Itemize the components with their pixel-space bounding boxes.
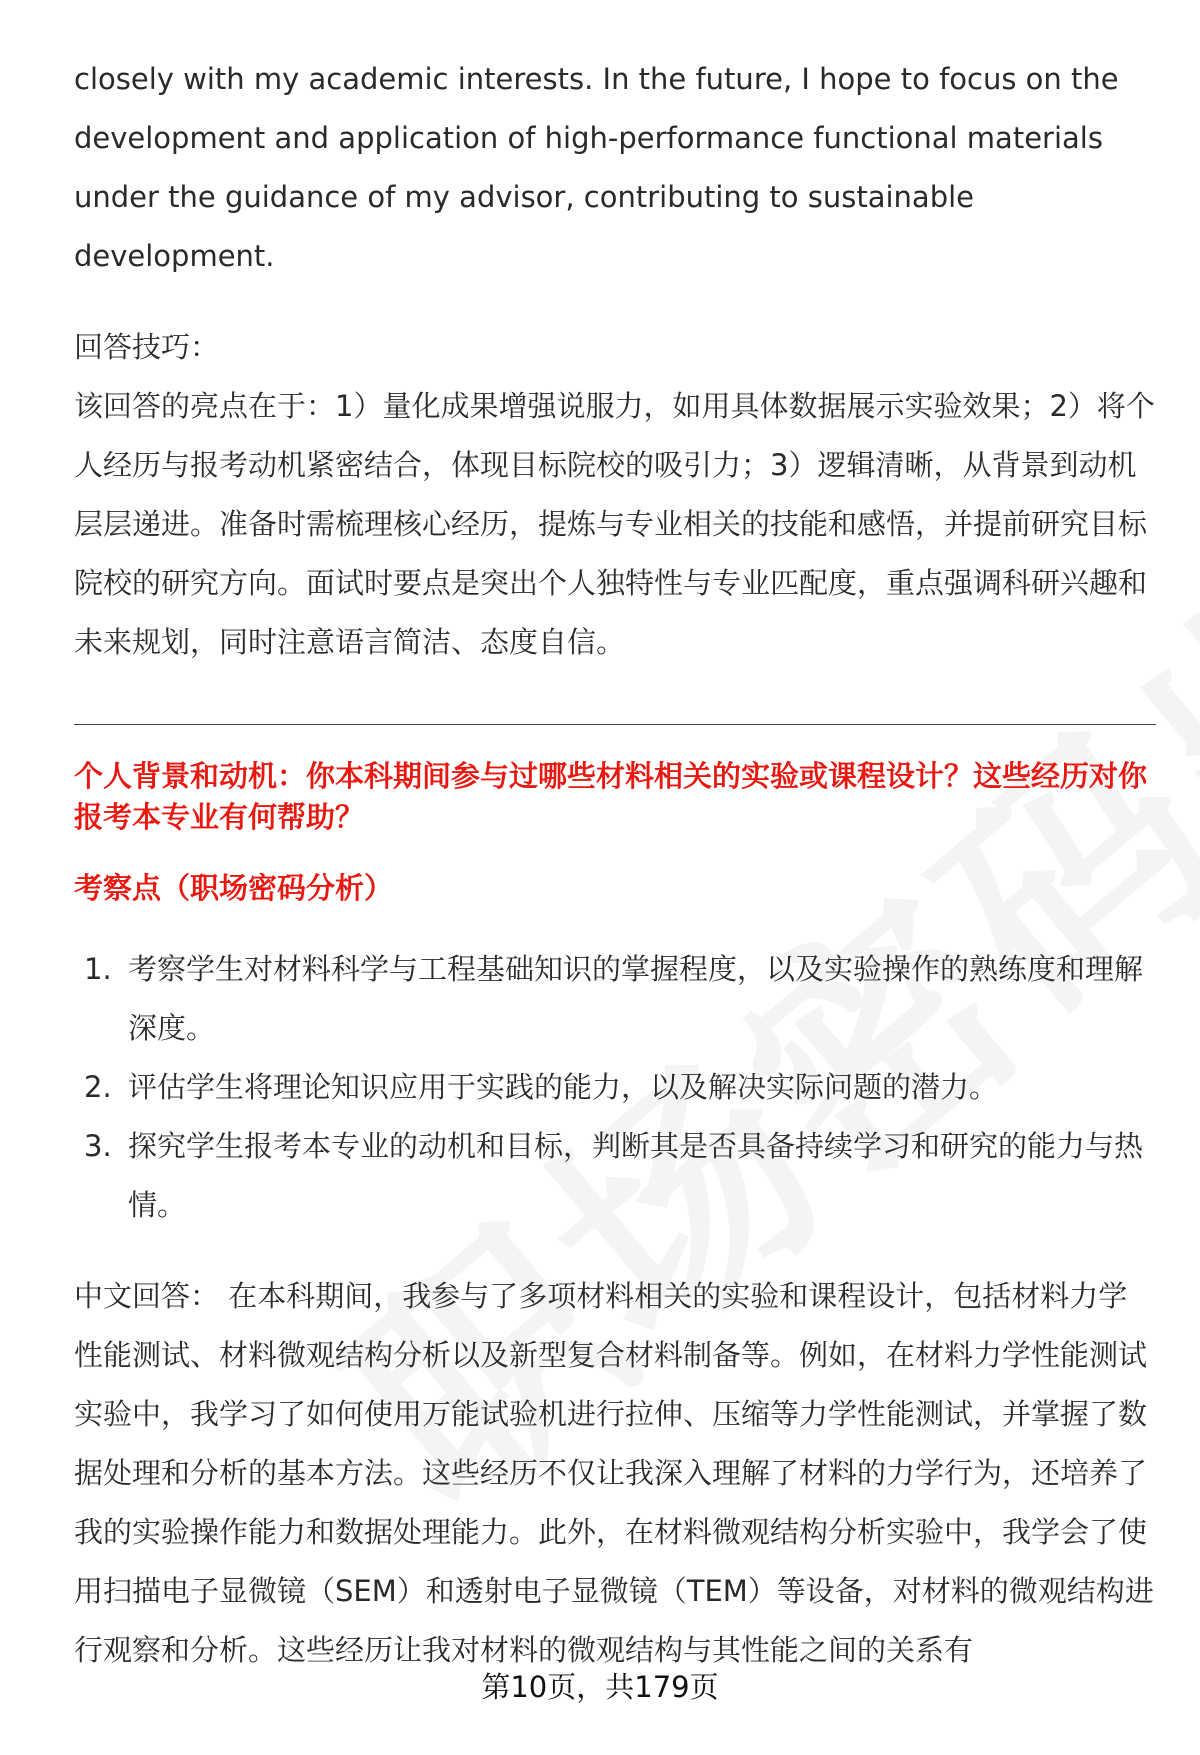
list-item-number: 3.	[84, 1129, 112, 1163]
intro-paragraph: closely with my academic interests. In the future, I hope to focus on the development and application of high-performance functional materials under the guidance of my advisor, contributing to sustainable development.	[74, 62, 1119, 273]
points-heading: 考察点（职场密码分析）	[74, 871, 394, 905]
answer-paragraph	[74, 1267, 1156, 1680]
list-item	[74, 1058, 1156, 1117]
list-item-text: 探究学生报考本专业的动机和目标，判断其是否具备持续学习和研究的能力与热情。	[128, 1129, 1144, 1222]
tips-body: 该回答的亮点在于：1）量化成果增强说服力，如用具体数据展示实验效果；2）将个人经历与报考动机紧密结合，体现目标院校的吸引力；3）逻辑清晰，从背景到动机层层递进。准备时需梳理核心经历，提炼与专业相关的技能和感悟，并提前研究目标院校的研究方向。面试时要点是突出个人独特性与专业匹配度，重点强调科研兴趣和未来规划，同时注意语言简洁、态度自信。	[74, 389, 1155, 659]
list-item	[74, 1117, 1156, 1235]
question-heading: 个人背景和动机：你本科期间参与过哪些材料相关的实验或课程设计？这些经历对你报考本专业有何帮助？	[74, 759, 1148, 834]
section-divider	[74, 724, 1156, 725]
answer-body: 在本科期间，我参与了多项材料相关的实验和课程设计，包括材料力学性能测试、材料微观结构分析以及新型复合材料制备等。例如，在材料力学性能测试实验中，我学习了如何使用万能试验机进行拉伸、压缩等力学性能测试，并掌握了数据处理和分析的基本方法。这些经历不仅让我深入理解了材料的力学行为，还培养了我的实验操作能力和数据处理能力。此外，在材料微观结构分析实验中，我学会了使用扫描电子显微镜（SEM）和透射电子显微镜（TEM）等设备，对材料的微观结构进行观察和分析。这些经历让我对材料的微观结构与其性能之间的关系有	[74, 1279, 1154, 1667]
answer-label: 中文回答：	[74, 1279, 220, 1313]
list-item	[74, 940, 1156, 1058]
list-item-number: 1.	[84, 952, 112, 986]
tips-label: 回答技巧：	[74, 330, 220, 364]
list-item-number: 2.	[84, 1070, 112, 1104]
list-item-text: 考察学生对材料科学与工程基础知识的掌握程度，以及实验操作的熟练度和理解深度。	[128, 952, 1144, 1045]
list-item-text: 评估学生将理论知识应用于实践的能力，以及解决实际问题的潜力。	[128, 1070, 999, 1104]
points-list	[74, 940, 1156, 1235]
page-footer: 第10页，共179页	[481, 1670, 719, 1704]
